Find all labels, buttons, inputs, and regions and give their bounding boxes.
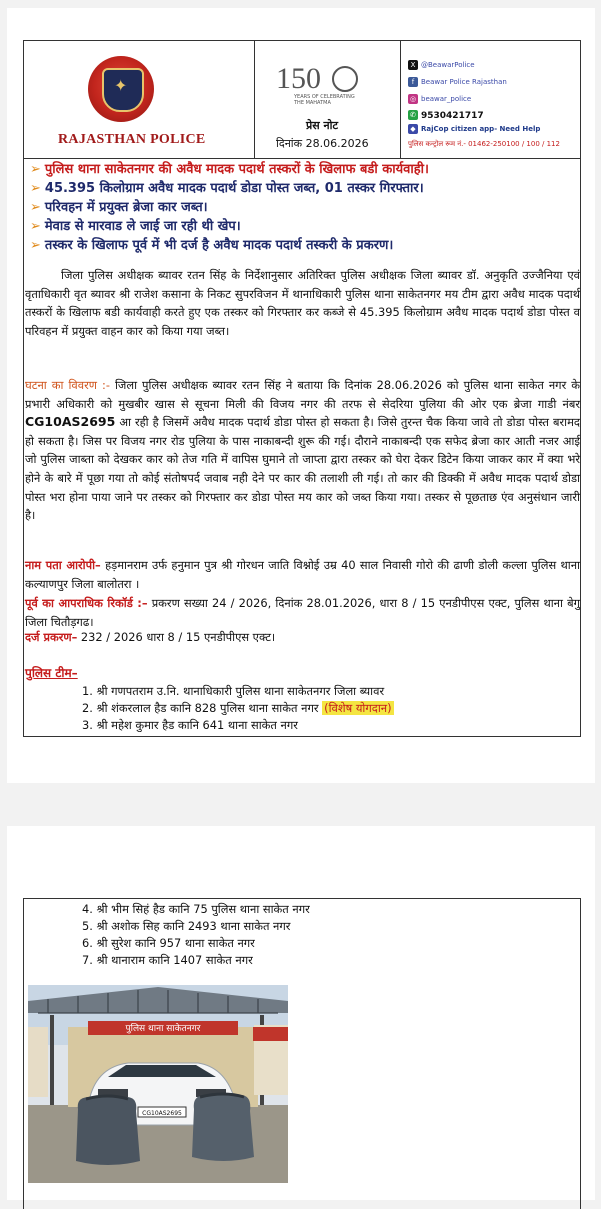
header-column-divider	[400, 40, 401, 158]
team-member: 6. श्री सुरेश कानि 957 थाना साकेत नगर	[82, 936, 255, 950]
intro-paragraph: जिला पुलिस अधीक्षक ब्यावर रतन सिंह के निर्देशानुसार अतिरिक्त पुलिस अधीक्षक जिला ब्यावर डॉ. अनुकृति उज्जैनिया एवं वृताधिकारी वृत ब्यावर श्री राजेश कसाना के निकट सुपरविजन में थानाधिकारी पुलिस थाना साकेतनगर मय टीम द्वारा अवैध मादक पदार्थ तस्करों के खिलाफ बडी कार्यवाही करते हुए एक तस्कर को गिरफ्तार कर कब्जे से 45.395 किलोग्राम अवैध मादक पदार्थ डोडा पोस्त व परिवहन में प्रयुक्त वाहन कार को किया गया जब्त।	[25, 268, 580, 338]
rajcop-icon: ◆	[408, 124, 418, 134]
headline-item: ➢ पुलिस थाना साकेतनगर की अवैध मादक पदार्थ तस्करों के खिलाफ बडी कार्यवाही।	[30, 162, 429, 177]
case-label: दर्ज प्रकरण–	[25, 630, 78, 644]
whatsapp-icon: ✆	[408, 110, 418, 120]
social-link-text: @BeawarPolice	[421, 61, 475, 69]
incident-text-b: आ रही है जिसमें अवैध मादक पदार्थ डोडा पोस्त हो सकता है। जिसे तुरन्त चैक किया जावे तो डोडा पोस्त बरामद हो सकता है। जिस पर विजय नगर रोड पुलिया के पास नाकाबन्दी शुरू की गई। दौराने नाकाबन्दी एक सफेद ब्रेजा कार आती नजर आई जो पुलिस जाब्ता को देखकर कार को तेज गति में वापिस घुमाने तो जाप्ता द्वारा तस्कर को घेरा देकर डिटेन किया जाकर कार में क्या भरे होने के बारे में पूछा गया तो कोई संतोषपर्द जवाब नही देने पर कार की तलाशी ली गई। तो कार की डिक्की में अवैध मादक पदार्थ डोडा पोस्त भरा होना पाया जाने पर तस्कर को गिरफ्तार कर डोडा पोस्त मय कार को जब्त किया गया। तस्कर से पूछताछ एंव अनुसंधान जारी है।	[25, 415, 580, 523]
arrow-icon: ➢	[30, 181, 41, 196]
gandhi-150-number: 150	[276, 62, 321, 95]
gandhi-150-caption: YEARS OF CELEBRATING THE MAHATMA	[294, 94, 355, 106]
social-link-text: 9530421717	[421, 111, 484, 121]
incident-text-a: जिला पुलिस अधीक्षक ब्यावर रतन सिंह ने बताया कि दिनांक 28.06.2026 को पुलिस थाना साकेत नगर के प्रभारी अधिकारी को मुखबीर खास से सूचना मिली की विजय नगर की तरफ से सेदरिया पुलिया की ओर एक ब्रेजा गाडी नंबर	[25, 378, 580, 411]
accused-paragraph	[25, 556, 580, 593]
press-note-date: दिनांक 28.06.2026	[276, 137, 369, 150]
rajasthan-police-logo: ✦	[88, 56, 154, 122]
seizure-photo	[28, 985, 288, 1183]
arrow-icon: ➢	[30, 200, 41, 215]
header-column-divider	[254, 40, 255, 158]
social-link-text: Beawar Police Rajasthan	[421, 78, 507, 86]
org-name: RAJASTHAN POLICE	[58, 132, 206, 147]
x-icon: X	[408, 60, 418, 70]
instagram-icon: ◎	[409, 95, 417, 103]
team-member: 5. श्री अशोक सिह कानि 2493 थाना साकेत नगर	[82, 919, 291, 933]
headline-item: ➢ तस्कर के खिलाफ पूर्व में भी दर्ज है अवैध मादक पदार्थ तस्करी के प्रकरण।	[30, 238, 394, 253]
arrow-icon: ➢	[30, 219, 41, 234]
headline-item: ➢ मेवाड से मारवाड ले जाई जा रही थी खेप।	[30, 219, 241, 234]
seizure-photo-drawing	[28, 985, 288, 1183]
record-text: प्रकरण सख्या 24 / 2026, दिनांक 28.01.2026, धारा 8 / 15 एनडीपीएस एक्ट, पुलिस थाना बेगु जिला चितौड़गढ।	[25, 596, 581, 629]
arrow-icon: ➢	[30, 162, 41, 177]
headline-item: ➢ 45.395 किलोग्राम अवैध मादक पदार्थ डोडा पोस्त जब्त, 01 तस्कर गिरफ्तार।	[30, 181, 424, 196]
headline-list	[30, 160, 570, 255]
facebook-icon: f	[408, 77, 418, 87]
team-member: 7. श्री थानाराम कानि 1407 साकेत नगर	[82, 953, 253, 967]
accused-label: नाम पता आरोपी–	[25, 558, 101, 572]
social-link-text: RajCop citizen app- Need Help	[421, 125, 541, 133]
team-heading: पुलिस टीम–	[25, 666, 78, 680]
incident-label: घटना का विवरण :-	[25, 378, 110, 392]
special-contribution-tag: (विशेष योगदान)	[324, 701, 392, 715]
press-note-title: प्रेस नोट	[306, 119, 339, 132]
case-paragraph	[25, 628, 580, 647]
incident-paragraph	[25, 376, 580, 525]
arrow-icon: ➢	[30, 238, 41, 253]
team-member: 2. श्री शंकरलाल हैड कानि 828 पुलिस थाना साकेत नगर (विशेष योगदान)	[82, 701, 392, 715]
charkha-icon	[332, 66, 358, 92]
team-member: 3. श्री महेश कुमार हैड कानि 641 थाना साकेत नगर	[82, 718, 298, 732]
social-link-text: पुलिस कन्ट्रोल रूम नं.- 01462-250100 / 100 / 112	[408, 140, 560, 148]
photo-number-plate: CG10AS2695	[142, 1110, 182, 1117]
record-paragraph	[25, 594, 580, 631]
record-label: पूर्व का आपराधिक रिकॉर्ड :–	[25, 596, 148, 610]
station-sign: पुलिस थाना साकेतनगर	[125, 1024, 201, 1034]
social-link-text: beawar_police	[421, 95, 472, 103]
team-member: 4. श्री भीम सिहं हैड कानि 75 पुलिस थाना साकेत नगर	[82, 902, 310, 916]
gandhi-150-logo	[276, 64, 366, 104]
vehicle-number: CG10AS2695	[25, 414, 116, 430]
team-member: 1. श्री गणपतराम उ.नि. थानाधिकारी पुलिस थाना साकेतनगर जिला ब्यावर	[82, 684, 385, 698]
headline-item: ➢ परिवहन में प्रयुक्त ब्रेजा कार जब्त।	[30, 200, 208, 215]
accused-text: हड़मानराम उर्फ हनुमान पुत्र श्री गोरधन जाति विश्नोई उम्र 40 साल निवासी गोरो की ढाणी डोली कल्ला पुलिस थाना कल्याणपुर जिला बालोतरा ।	[25, 558, 580, 591]
case-text: 232 / 2026 धारा 8 / 15 एनडीपीएस एक्ट।	[80, 630, 276, 644]
header-divider	[23, 158, 581, 159]
